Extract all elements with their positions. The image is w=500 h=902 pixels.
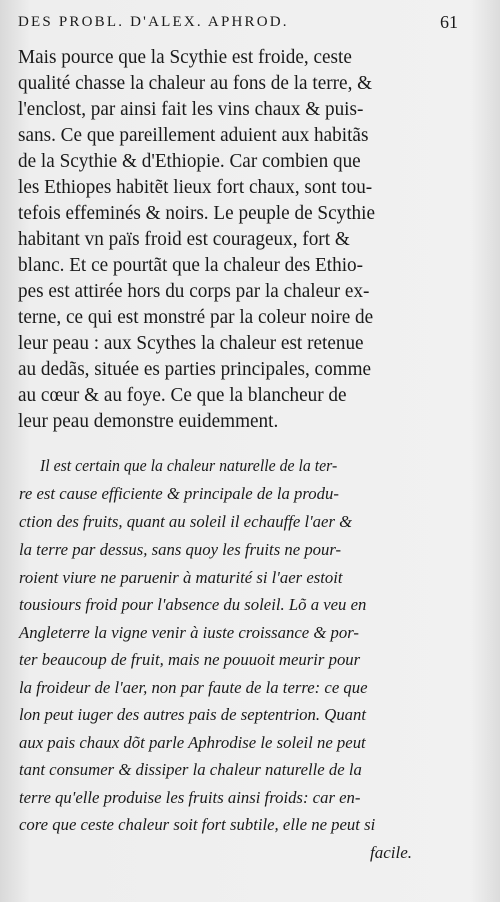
commentary-line: Il est certain que la chaleur naturelle de la ter- [40,456,338,475]
commentary-line: ction des fruits, quant au soleil il echauffe l'aer & [19,512,353,531]
text-line: de la Scythie & d'Ethiopie. Car combien que [18,151,361,172]
text-line: les Ethiopes habitẽt lieux fort chaux, sont tou- [18,177,373,198]
commentary-line: Angleterre la vigne venir à iuste croissance & por- [19,623,360,642]
running-title: DES PROBL. D'ALEX. APHROD. [18,14,289,30]
page-number: 61 [440,12,458,32]
commentary-line: tant consumer & dissiper la chaleur naturelle de la [19,760,362,779]
text-line: sans. Ce que pareillement aduient aux habitãs [18,125,369,146]
commentary-line: core que ceste chaleur soit fort subtile, elle ne peut si [19,815,376,834]
commentary-line: la terre par dessus, sans quoy les fruits ne pour- [19,540,342,559]
text-line: tefois effeminés & noirs. Le peuple de Scythie [18,203,376,224]
text-line: pes est attirée hors du corps par la chaleur ex- [18,281,370,302]
text-line: leur peau : aux Scythes la chaleur est retenue [18,333,364,354]
text-line: habitant vn païs froid est courageux, fort & [18,229,350,250]
text-line: qualité chasse la chaleur au fons de la terre, & [18,73,373,94]
commentary-line: la froideur de l'aer, non par faute de la terre: ce que [19,678,368,697]
commentary-line: roient viure ne paruenir à maturité si l'aer estoit [19,568,343,587]
text-line: l'enclost, par ainsi fait les vins chaux & puis- [18,99,364,120]
catchword: facile. [369,843,412,862]
text-line: au cœur & au foye. Ce que la blancheur de [18,385,347,406]
commentary-line: terre qu'elle produise les fruits ainsi froids: car en- [19,788,361,807]
commentary-line: tousiours froid pour l'absence du soleil. Lõ a veu en [19,595,367,614]
commentary-line: aux pais chaux dõt parle Aphrodise le soleil ne peut [19,733,366,752]
commentary-line: lon peut iuger des autres pais de septentrion. Quant [19,705,367,724]
commentary-line: re est cause efficiente & principale de la produ- [19,484,339,503]
commentary-line: ter beaucoup de fruit, mais ne pouuoit meurir pour [19,650,361,669]
text-line: au dedãs, située es parties principales, comme [18,359,372,380]
text-line: terne, ce qui est monstré par la coleur noire de [18,307,374,328]
text-line: leur peau demonstre euidemment. [18,411,279,432]
text-line: blanc. Et ce pourtãt que la chaleur des Ethio- [18,255,364,276]
text-line: Mais pource que la Scythie est froide, ceste [18,47,352,68]
